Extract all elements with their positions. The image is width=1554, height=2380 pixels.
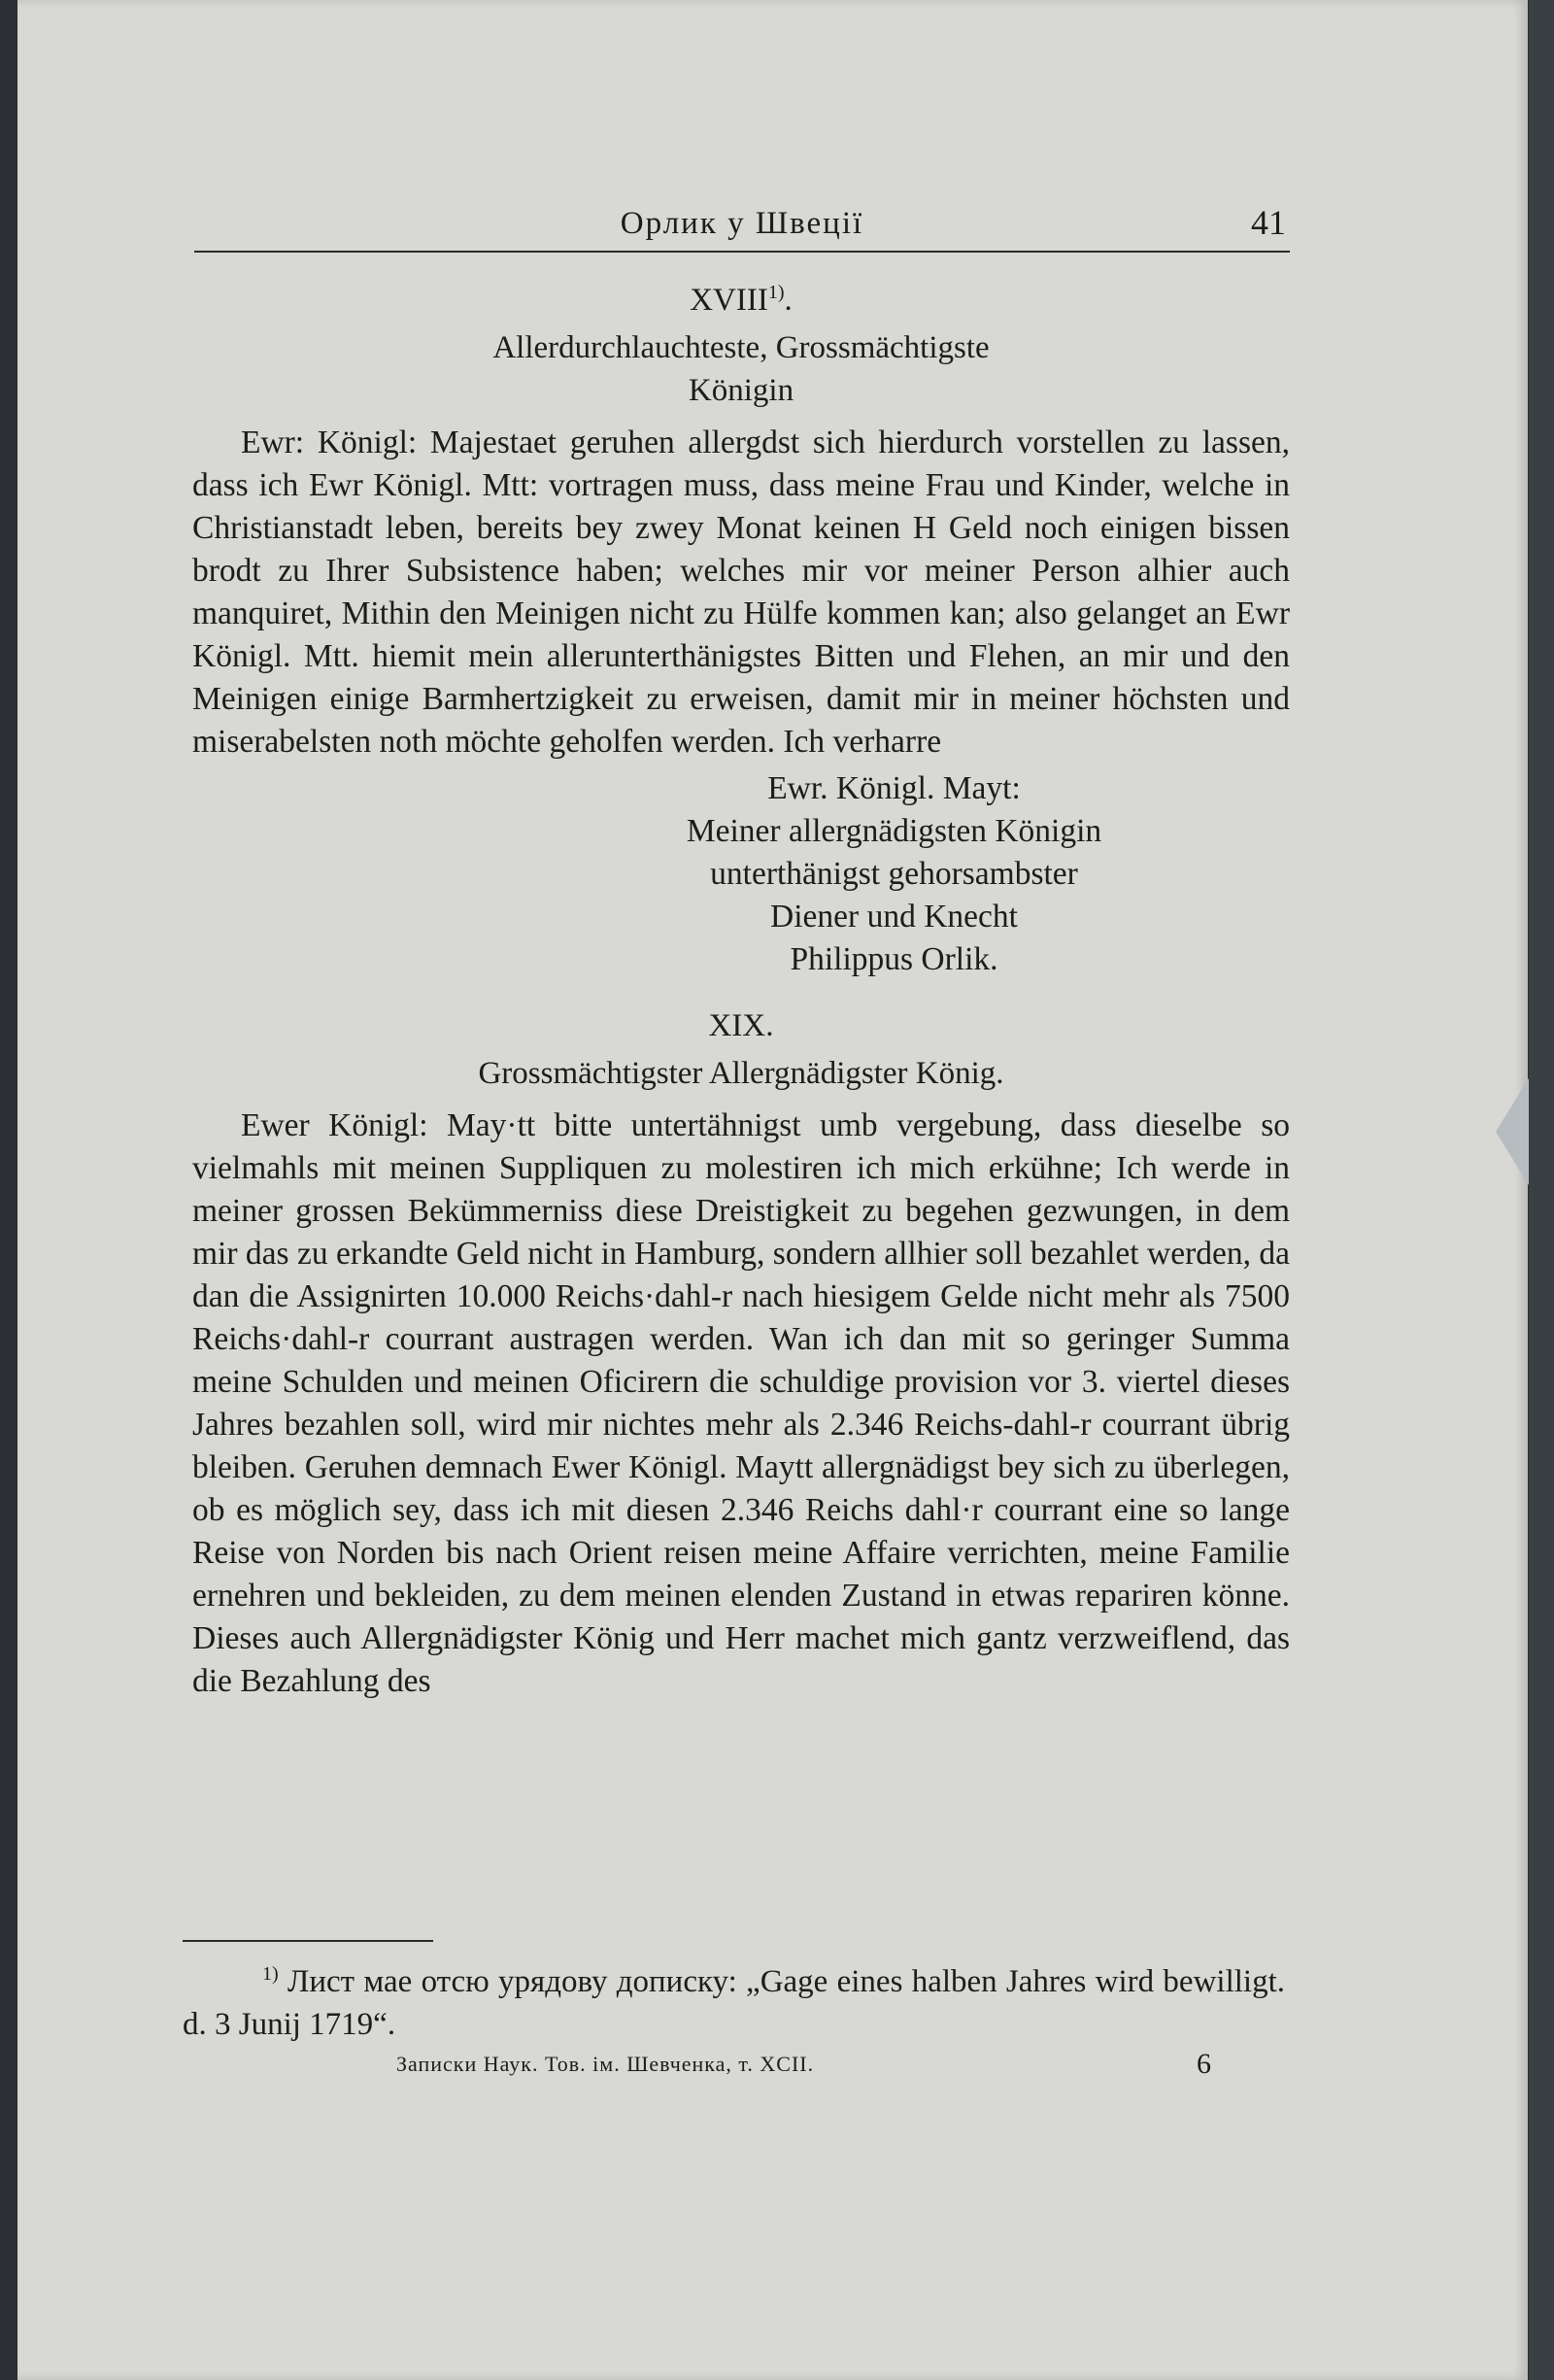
letter-18-body: Ewr: Königl: Majestaet geruhen allergdst sich hierdurch vorstellen zu lassen, dass ich Ewr Königl. Mtt: vortragen muss, dass meine Frau und Kinder, welche in Christianstadt leben, bereits bey zwey Monat keinen H Geld noch einigen bissen brodt zu Ihrer Subsistence haben; welches mir vor meiner Person alhier auch manquiret, Mithin den Meinigen nicht zu Hülfe kommen kan; also gelanget an Ewr Königl. Mtt. hiemit mein allerunterthänigstes Bitten und Flehen, an mir und den Meinigen einige Barmhertzigkeit zu erweisen, damit mir in meiner höchsten und miserabelsten noth möchte geholfen werden. Ich verharre	[192, 425, 1290, 760]
letter-18-number: XVIII	[690, 283, 768, 318]
running-title: Орлик у Швеції	[620, 206, 864, 241]
letter-18-salutation-1: Allerdurchlauchteste, Grossmächtigste	[492, 330, 990, 365]
book-edge	[1529, 0, 1554, 2380]
closing-signature: Philippus Orlik.	[790, 941, 998, 977]
letter-19-salutation: Grossmächtigster Allergnädigster König.	[478, 1056, 1004, 1091]
page-header	[194, 203, 1290, 253]
page-number: 41	[1251, 203, 1286, 242]
letter-19-heading: XIX.	[708, 1008, 774, 1043]
footnote-text: Лист мае отсю урядову дописку: „Gage eines halben Jahres wird bewilligt. d. 3 Junij 1719“.	[183, 1964, 1286, 2042]
letter-18-heading: XVIII$^{1)}$.	[690, 282, 793, 318]
letter-19-body: Ewer Königl: May·tt bitte untertähnigst umb vergebung, dass dieselbe so vielmahls mit meinen Suppliquen zu molestiren ich mich erkühne; Ich werde in meiner grossen Bekümmerniss diese Dreistigkeit zu begehen gezwungen, in dem mir das zu erkandte Geld nicht in Hamburg, sondern allhier soll bezahlet werden, da dan die Assignirten 10.000 Reichs·dahl-r nach hiesigem Gelde nicht mehr als 7500 Reichs·dahl-r courrant austragen werden. Wan ich dan mit so geringer Summa meine Schulden und meinen Oficirern die schuldige provision vor 3. viertel dieses Jahres bezahlen soll, wird mir nichtes mehr als 2.346 Reichs-dahl-r courrant übrig bleiben. Geruhen demnach Ewer Königl. Maytt allergnädigst bey sich zu überlegen, ob es möglich sey, dass ich mit diesen 2.346 Reichs dahl·r courrant eine so lange Reise von Norden bis nach Orient reisen meine Affaire verrichten, meine Familie ernehren und bekleiden, zu dem meinen elenden Zustand in etwas repariren könne. Dieses auch Allergnädigster König und Herr machet mich gantz verzweiflend, das die Bezahlung des	[192, 1107, 1290, 1699]
page-content	[192, 282, 1290, 1703]
closing-line: Meiner allergnädigsten Königin	[686, 813, 1102, 849]
document-page	[17, 0, 1528, 2380]
page-footer	[396, 2048, 1295, 2080]
journal-reference: Записки Наук. Тов. ім. Шевченка, т. XCII.	[396, 2052, 815, 2076]
closing-line: unterthänigst gehorsambster	[710, 856, 1078, 892]
footnote	[183, 1953, 1285, 2046]
closing-line: Diener und Knecht	[770, 899, 1018, 935]
letter-18-salutation-2: Königin	[688, 373, 794, 408]
closing-line: Ewr. Königl. Mayt:	[767, 770, 1021, 806]
footnote-mark: 1)	[262, 1963, 279, 1985]
letter-18-closing	[498, 767, 1290, 981]
signature-mark: 6	[1197, 2048, 1211, 2080]
footnote-ref: 1)	[767, 282, 785, 303]
page-tab-marker	[1496, 1078, 1529, 1185]
footnote-divider	[183, 1940, 433, 1942]
